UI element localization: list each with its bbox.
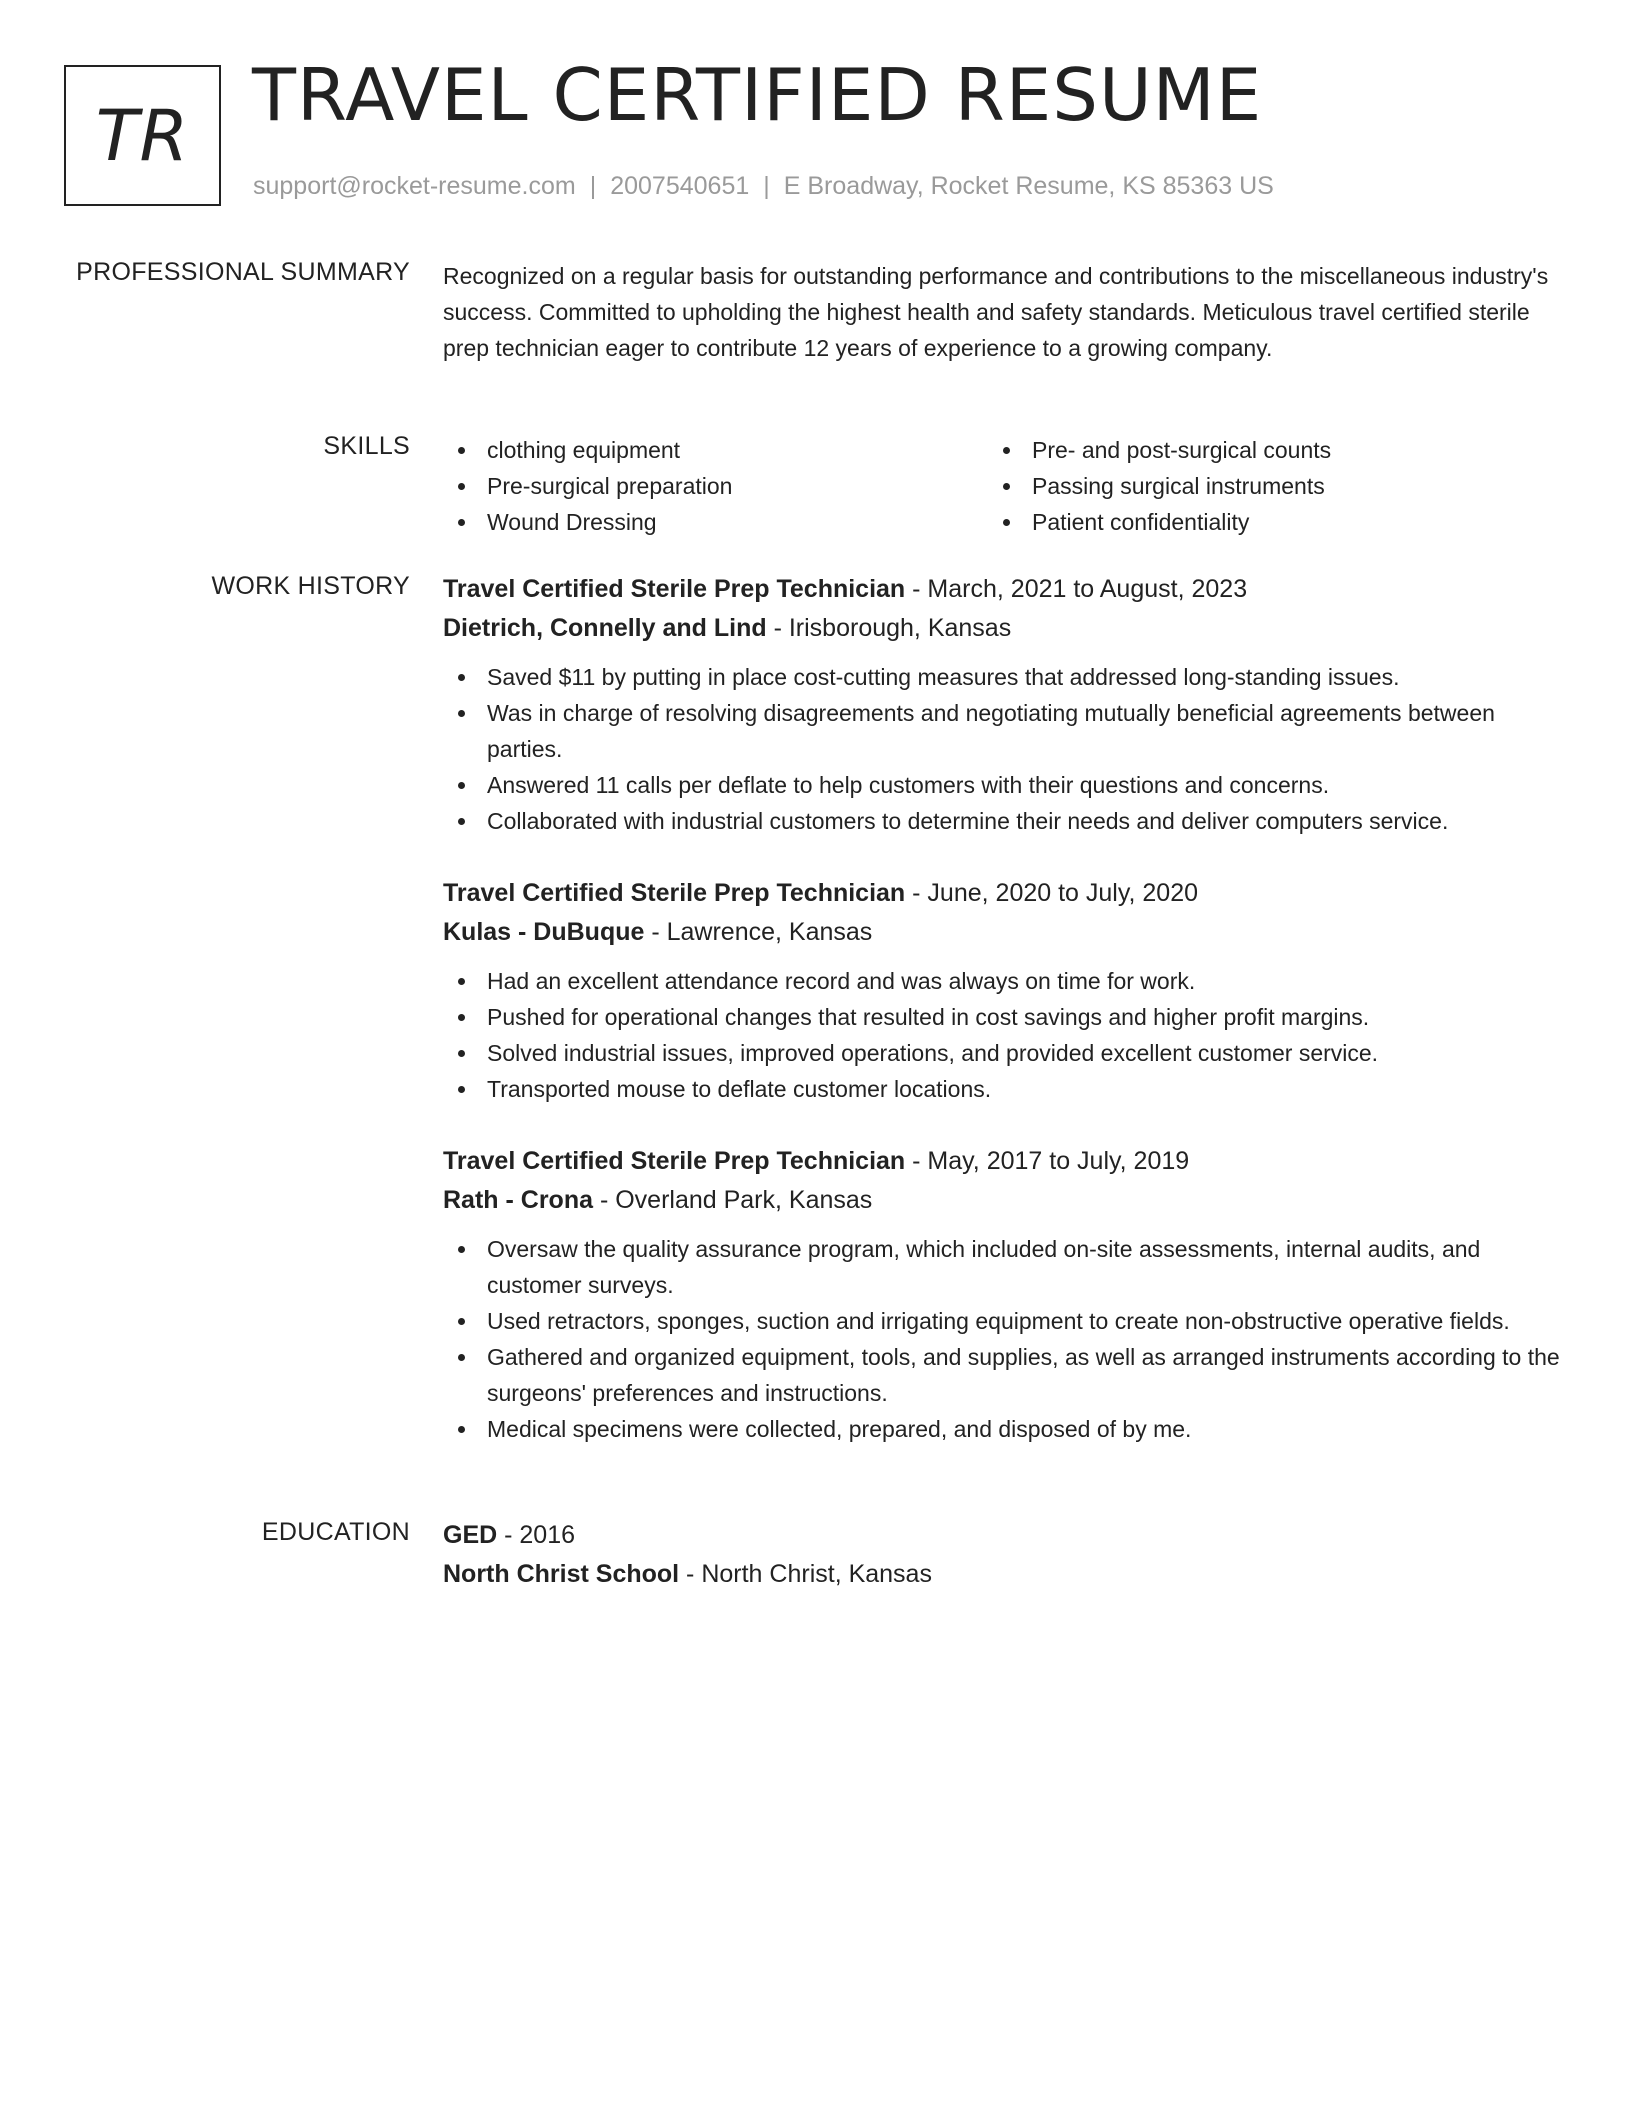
job-title-line <box>443 1142 1563 1181</box>
job-title-line <box>443 570 1563 609</box>
job-location: - Irisborough, Kansas <box>766 614 1012 642</box>
job-bullet: Used retractors, sponges, suction and irrigating equipment to create non-obstructive operative fields. <box>443 1303 1563 1339</box>
skill-item: Pre- and post-surgical counts <box>988 432 1533 468</box>
education-body <box>443 1516 1563 1594</box>
job-bullet: Transported mouse to deflate customer locations. <box>443 1071 1563 1107</box>
job-title-line <box>443 874 1563 913</box>
school-location: - North Christ, Kansas <box>679 1560 932 1588</box>
job-location: - Overland Park, Kansas <box>593 1186 873 1214</box>
summary-heading: PROFESSIONAL SUMMARY <box>76 258 410 286</box>
job-entry <box>443 1142 1563 1447</box>
job-bullet: Oversaw the quality assurance program, which included on-site assessments, internal audits, and customer surveys. <box>443 1231 1563 1303</box>
contact-separator: | <box>589 172 597 200</box>
education-heading: EDUCATION <box>261 1518 410 1546</box>
contact-phone[interactable]: 2007540651 <box>610 172 750 200</box>
job-bullet: Gathered and organized equipment, tools, and supplies, as well as arranged instruments according to the surgeons' preferences and instructions. <box>443 1339 1563 1411</box>
job-bullet: Solved industrial issues, improved operations, and provided excellent customer service. <box>443 1035 1563 1071</box>
job-entry <box>443 570 1563 839</box>
skills-heading: SKILLS <box>323 432 410 460</box>
job-title: Travel Certified Sterile Prep Technician <box>443 1147 906 1175</box>
degree-year: - 2016 <box>497 1521 576 1549</box>
job-bullet: Collaborated with industrial customers to determine their needs and deliver computers service. <box>443 803 1563 839</box>
contact-email[interactable]: support@rocket-resume.com <box>253 172 576 200</box>
job-bullet: Had an excellent attendance record and was always on time for work. <box>443 963 1563 999</box>
job-bullet: Pushed for operational changes that resulted in cost savings and higher profit margins. <box>443 999 1563 1035</box>
skill-item: Patient confidentiality <box>988 504 1533 540</box>
skills-list <box>443 432 1563 540</box>
job-title: Travel Certified Sterile Prep Technician <box>443 879 906 907</box>
school-line <box>443 1555 1563 1594</box>
job-company: Rath - Crona <box>443 1186 593 1214</box>
job-location: - Lawrence, Kansas <box>644 918 873 946</box>
job-entry <box>443 874 1563 1107</box>
job-company-line <box>443 913 1563 952</box>
monogram-text: TR <box>95 94 190 177</box>
skill-item: clothing equipment <box>443 432 988 468</box>
job-title: Travel Certified Sterile Prep Technician <box>443 575 906 603</box>
degree-line <box>443 1516 1563 1555</box>
summary-text: Recognized on a regular basis for outstanding performance and contributions to the miscellaneous industry's success. Committed to upholding the highest health and safety standards. Meticulous travel certified sterile prep technician eager to contribute 12 years of experience to a growing company. <box>443 263 1549 361</box>
job-bullet: Was in charge of resolving disagreements and negotiating mutually beneficial agreements between parties. <box>443 695 1563 767</box>
job-dates: - March, 2021 to August, 2023 <box>905 575 1248 603</box>
job-bullets <box>443 1231 1563 1447</box>
job-company-line <box>443 609 1563 648</box>
job-bullets <box>443 963 1563 1107</box>
skill-item: Wound Dressing <box>443 504 988 540</box>
contact-line <box>253 172 1274 201</box>
summary-body <box>443 258 1563 366</box>
job-company: Dietrich, Connelly and Lind <box>443 614 767 642</box>
school-name: North Christ School <box>443 1560 680 1588</box>
job-bullet: Medical specimens were collected, prepared, and disposed of by me. <box>443 1411 1563 1447</box>
skill-item: Pre-surgical preparation <box>443 468 988 504</box>
skills-body <box>443 432 1563 540</box>
job-company: Kulas - DuBuque <box>443 918 645 946</box>
job-dates: - June, 2020 to July, 2020 <box>905 879 1199 907</box>
job-bullet: Answered 11 calls per deflate to help customers with their questions and concerns. <box>443 767 1563 803</box>
work-heading: WORK HISTORY <box>211 572 410 600</box>
contact-separator: | <box>763 172 770 200</box>
job-dates: - May, 2017 to July, 2019 <box>905 1147 1190 1175</box>
monogram-box <box>64 65 221 206</box>
job-bullet: Saved $11 by putting in place cost-cutting measures that addressed long-standing issues. <box>443 659 1563 695</box>
contact-address: E Broadway, Rocket Resume, KS 85363 US <box>783 172 1274 200</box>
degree: GED <box>443 1521 498 1549</box>
job-company-line <box>443 1181 1563 1220</box>
resume-title: TRAVEL CERTIFIED RESUME <box>252 53 1263 137</box>
job-bullets <box>443 659 1563 839</box>
skill-item: Passing surgical instruments <box>988 468 1533 504</box>
